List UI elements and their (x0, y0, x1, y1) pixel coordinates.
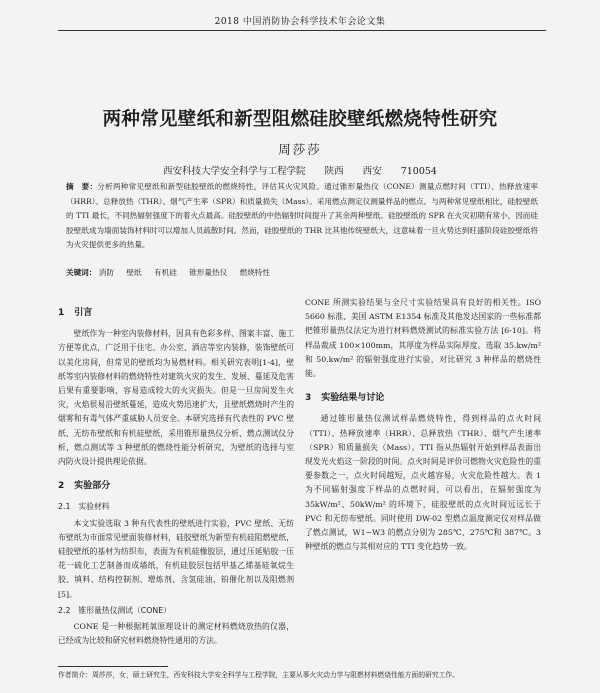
keywords (66, 266, 538, 280)
keyword: 锥形量热仪 (189, 268, 228, 277)
cone-paragraph-continued: CONE 所测实验结果与全尺寸实验结果具有良好的相关性。ISO 5660 标准、美国 ASTM E1354 标准及其他发达国家的一些标准都把锥形量热仪法定为进行材料燃烧测试的标准实验方法 [6-10]。将样品裁成 100×100mm，其厚度为样品实际厚度。选取 35.kw/m² 和 50.kw/m² 的辐射强度进行实验，对比研究 3 种样品的燃烧性能。 (305, 298, 541, 379)
subsection-number: 2.2 (58, 605, 71, 615)
abstract-text: 分析两种常见壁纸和新型硅胶壁纸的燃烧特性，评估其火灾风险。通过锥形量热仪（CONE）测量点燃时间（TTI）、热释放速率（HRR）、总释放热（THR）、烟气产生率（SPR）和质量损失（Mass）。采用燃点测定仪测量样品的燃点。与两种常见壁纸相比，硅胶壁纸的 TTI 最长，不同热辐射强度下的着火点最高。硅胶壁纸的中热辐射时间提升了其余两种壁纸。硅胶壁纸的 SPR 在火灾初期有常小，因而硅胶壁纸成为墙面装饰材料时可以增加人员疏散时间。然而，硅胶壁纸的 THR 比其他传统壁纸大，这意味着一旦火势达到旺盛阶段硅胶壁纸将为火灾提供更多的热量。 (66, 182, 538, 249)
section-number: 2 (58, 481, 65, 492)
results-paragraph: 通过锥形量热仪测试样品燃烧特性，得到样品的点火时间（TTI）、热释放速率（HRR）、总释放热（THR）、烟气产生速率（SPR）和质量损失（Mass）。TTI 指从热辐射开始到样品表面出现发光火焰这一阶段的时间。点火时间是评价可燃物火灾危险性的重要参数之一，点火时间越短，点火越容易，火灾危险性越大。表 1 为不同辐射强度下样品的点燃时间，可以看出，在辐射强度为 35kW/m²、50kW/m² 的环境下，硅胶壁纸的点火时间远远长于 PVC 和无纺布壁纸。同时使用 DW-02 型燃点温度测定仪对样品做了燃点测试，W1~W3 的燃点分别为 285℃、275℃和 387℃。3 种壁纸的燃点与其相对应的 TTI 变化趋势一致。 (305, 414, 541, 552)
section-heading (58, 479, 294, 493)
abstract-label: 摘 要： (66, 182, 98, 191)
subsection-title: 锥形量热仪测试（CONE） (78, 605, 171, 615)
author-name: 周莎莎 (278, 142, 322, 157)
keyword: 消防 (98, 268, 114, 277)
header-rule (58, 30, 546, 31)
section-title: 实验部分 (74, 481, 111, 492)
keyword: 壁纸 (126, 268, 142, 277)
section-number: 3 (305, 393, 312, 404)
affiliation-city: 西安 (362, 166, 382, 177)
materials-paragraph: 本文实验选取 3 种有代表性的壁纸进行实验，PVC 壁纸、无纺布壁纸为市面常见壁面装修材料，硅胶壁纸为新型有机硅阻燃壁纸，硅胶壁纸的基材为纺织布，表面为有机硅橡胶层，通过压延贴胶一压花一硫化工艺制备而成墙纸，有机硅胶层包括甲基乙烯基硅氧烷生胶、填料、结构控制剂、增炼剂、含氢硅油、铂催化剂以及阻燃剂[5]。 (58, 518, 294, 599)
cone-paragraph: CONE 是一种根据耗氧原理设计的测定材料燃烧放热的仪器，已经成为比较和研究材料燃烧特性通用的方法。 (58, 622, 294, 646)
author-footnote: 作者简介：周莎莎，女，硕士研究生，西安科技大学安全科学与工程学院，主要从事火灾动力学与阻燃材料燃烧性能方面的研究工作。 (58, 671, 460, 679)
subsection-heading (58, 500, 294, 514)
subsection-title: 实验材料 (78, 502, 110, 512)
subsection-number: 2.1 (58, 502, 71, 512)
intro-paragraph: 壁纸作为一种室内装修材料，因具有色彩多样、图案丰富、施工方便等优点，广泛用于住宅、办公室、酒店等室内装修，装饰壁纸可以美化房间，但常见的壁纸均为易燃材料。相关研究表明[1-4]，壁纸等室内装修材料的燃烧特性对建筑火灾的发生、发展、蔓延及危害后果有重要影响，容易造成较大的火灾损失。但是一旦房间发生火灾，火焰很易沿壁纸蔓延，造成火势迅速扩大，且壁纸燃烧时产生的烟雾和有毒气体严重威胁人员安全。本研究选择有代表性的 PVC 壁纸、无纺布壁纸和有机硅壁纸，采用锥形量热仪分析、燃点测试仪分析，燃点测试等 3 种壁纸的燃烧性能分析研究，为壁纸的选择与室内防火设计提供理论依据。 (58, 329, 294, 467)
section-number: 1 (58, 308, 65, 318)
paper-title: 两种常见壁纸和新型阻燃硅胶壁纸燃烧特性研究 (102, 109, 498, 130)
section-heading (58, 306, 294, 320)
running-header: 2018 中国消防协会科学技术年会论文集 (214, 17, 386, 27)
affiliation-institution: 西安科技大学安全科学与工程学院 (163, 166, 306, 177)
footnote-rule (58, 666, 168, 667)
section-heading (305, 391, 541, 405)
subsection-heading (58, 604, 294, 618)
affiliation-postcode: 710054 (400, 166, 437, 177)
left-column (58, 296, 294, 648)
section-title: 引言 (74, 308, 93, 318)
affiliation-province: 陕西 (324, 166, 344, 177)
section-title: 实验结果与讨论 (321, 393, 385, 404)
keyword: 燃烧特性 (239, 268, 270, 277)
keywords-label: 关键词： (66, 268, 97, 277)
keyword: 有机硅 (154, 268, 177, 277)
right-column (305, 296, 541, 554)
abstract (66, 180, 538, 253)
affiliation (0, 163, 600, 177)
